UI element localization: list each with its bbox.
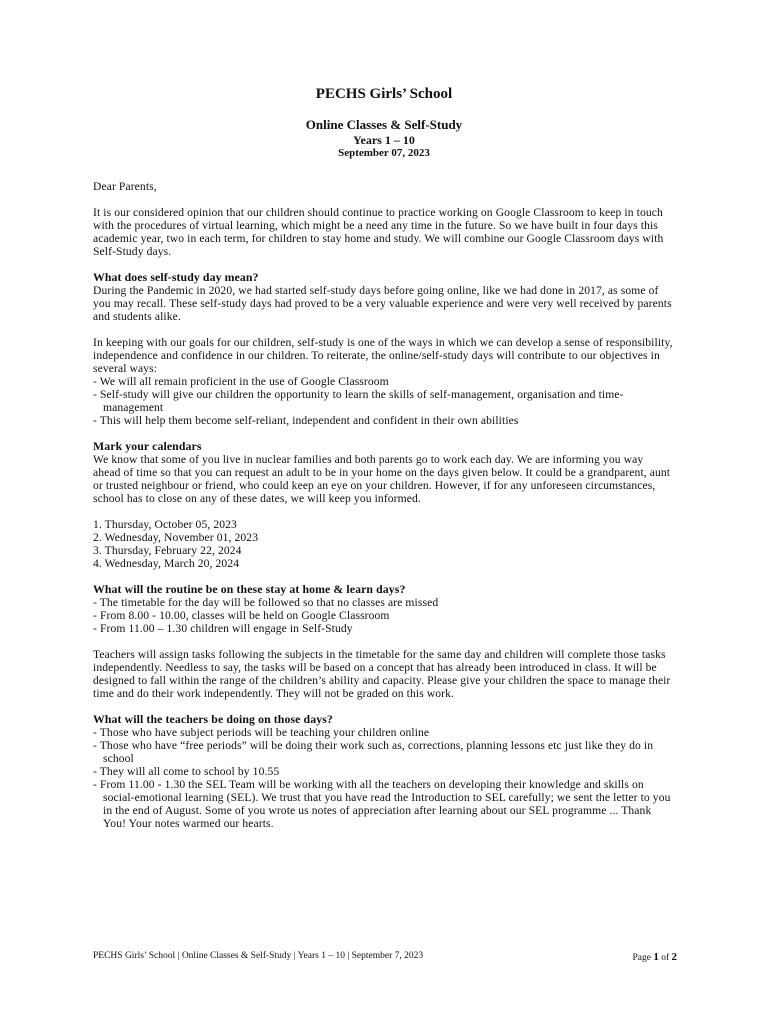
list-item: - From 11.00 – 1.30 children will engage in Self-Study xyxy=(93,622,353,635)
self-study-paragraph-2: In keeping with our goals for our children, self-study is one of the ways in which we can develop a sense of responsibility, independence and confidence in our children. To reiterate, the online/self-study days will contribute to our objectives in several ways: xyxy=(93,336,673,375)
letter-date: September 07, 2023 xyxy=(338,147,430,159)
list-item: - We will all remain proficient in the use of Google Classroom xyxy=(93,375,389,388)
list-item: - Those who have subject periods will be teaching your children online xyxy=(93,726,430,739)
list-item: - From 8.00 - 10.00, classes will be held on Google Classroom xyxy=(93,609,390,622)
self-study-paragraph-1: During the Pandemic in 2020, we had started self-study days before going online, like we had done in 2017, as some of you may recall. These self-study days had proved to be a very valuable experience and were very well received by parents and students alike. xyxy=(93,284,672,323)
page-label: Page xyxy=(632,953,651,963)
list-item: 2. Wednesday, November 01, 2023 xyxy=(93,531,259,544)
list-item: 4. Wednesday, March 20, 2024 xyxy=(93,557,240,570)
dates-list xyxy=(93,518,673,570)
routine-paragraph: Teachers will assign tasks following the subjects in the timetable for the same day and children will complete those tasks independently. Needless to say, the tasks will be based on a concept that has already been introduced in class. It will be designed to fall within the range of the children’s ability and capacity. Please give your children the space to manage their time and do their work independently. They will not be graded on this work. xyxy=(93,648,671,700)
letter-header xyxy=(0,86,768,160)
section-heading-teachers: What will the teachers be doing on those days? xyxy=(93,712,333,726)
list-item: - They will all come to school by 10.55 xyxy=(93,765,280,778)
list-item: 1. Thursday, October 05, 2023 xyxy=(93,518,237,531)
page-total: 2 xyxy=(671,951,677,963)
list-item: - This will help them become self-reliant, independent and confident in their own abilities xyxy=(93,414,519,427)
calendars-paragraph: We know that some of you live in nuclear families and both parents go to work each day. We are informing you way ahead of time so that you can request an adult to be in your home on the days given below. It could be a grandparent, aunt or trusted neighbour or friend, who could keep an eye on your children. However, if for any unforeseen circumstances, school has to close on any of these dates, we will keep you informed. xyxy=(93,453,671,505)
of-label: of xyxy=(661,953,670,963)
list-item: - Those who have “free periods” will be doing their work such as, corrections, planning lessons etc just like they do in school xyxy=(93,739,654,765)
section-heading-routine: What will the routine be on these stay at home & learn days? xyxy=(93,582,406,596)
list-item: - Self-study will give our children the opportunity to learn the skills of self-management, organisation and time-management xyxy=(93,388,624,414)
list-item: - From 11.00 - 1.30 the SEL Team will be working with all the teachers on developing their knowledge and skills on social-emotional learning (SEL). We trust that you have read the Introduction to SEL carefully; we sent the letter to you in the end of August. Some of you wrote us notes of appreciation after learning about our SEL programme ... Thank You! Your notes warmed our hearts. xyxy=(93,778,671,830)
list-item: - The timetable for the day will be followed so that no classes are missed xyxy=(93,596,439,609)
footer-text: PECHS Girls’ School | Online Classes & Self-Study | Years 1 – 10 | September 7, 2023 xyxy=(93,951,424,961)
document-title: Online Classes & Self-Study xyxy=(305,117,463,132)
routine-list xyxy=(93,596,673,635)
list-item: 3. Thursday, February 22, 2024 xyxy=(93,544,242,557)
years-range: Years 1 – 10 xyxy=(353,133,415,147)
page-current: 1 xyxy=(653,951,659,963)
school-name: PECHS Girls’ School xyxy=(315,86,453,102)
page-footer xyxy=(93,951,677,963)
page-number xyxy=(632,951,677,963)
objectives-list xyxy=(93,375,673,427)
teachers-list xyxy=(93,726,673,830)
intro-paragraph: It is our considered opinion that our children should continue to practice working on Google Classroom to keep in touch with the procedures of virtual learning, which might be a need any time in the future. So we have built in four days this academic year, two in each term, for children to stay home and study. We will combine our Google Classroom days with Self-Study days. xyxy=(93,206,664,258)
section-heading-self-study: What does self-study day mean? xyxy=(93,270,259,284)
letter-body xyxy=(93,180,673,830)
section-heading-calendars: Mark your calendars xyxy=(93,439,202,453)
salutation: Dear Parents, xyxy=(93,180,157,193)
